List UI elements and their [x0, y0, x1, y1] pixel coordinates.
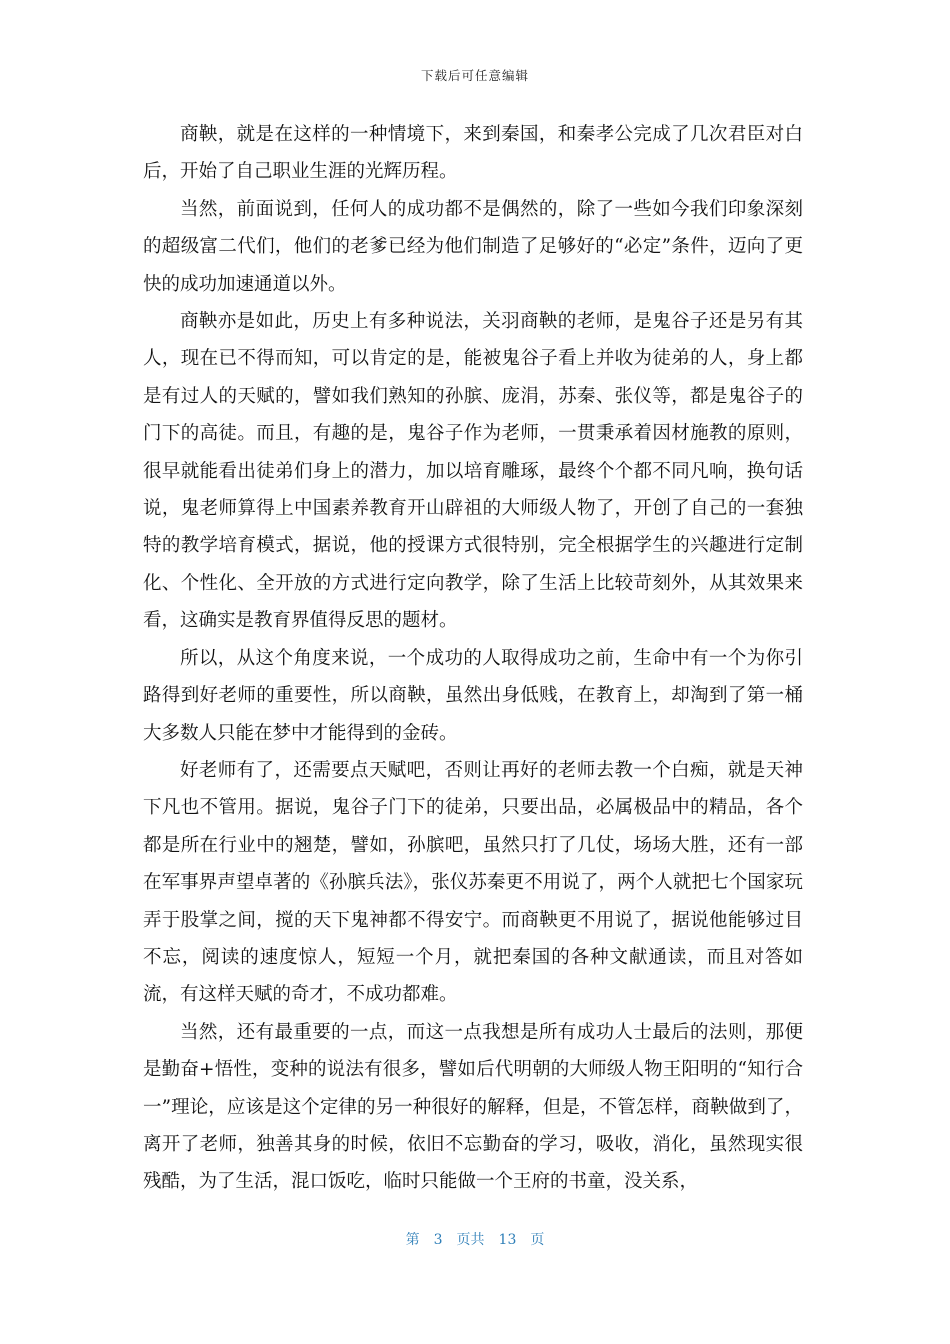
current-page-number: 3 [433, 1232, 443, 1248]
page-footer [0, 1229, 950, 1249]
total-pages-number: 13 [498, 1232, 517, 1248]
page-label-prefix: 第 [405, 1232, 420, 1248]
page-label-mid: 页共 [456, 1232, 485, 1248]
page-header: 下载后可任意编辑 [420, 68, 529, 83]
paragraph-2: 当然，前面说到，任何人的成功都不是偶然的，除了一些如今我们印象深刻的超级富二代们，他们的老爹已经为他们制造了足够好的“必定”条件，迈向了更快的成功加速通道以外。 [143, 198, 803, 295]
paragraph-6: 当然，还有最重要的一点，而这一点我想是所有成功人士最后的法则，那便是勤奋+悟性，变种的说法有很多，譬如后代明朝的大师级人物王阳明的“知行合一”理论，应该是这个定律的另一种很好的解释，但是，不管怎样，商鞅做到了，离开了老师，独善其身的时候，依旧不忘勤奋的学习，吸收，消化，虽然现实很残酷，为了生活，混口饭吃，临时只能做一个王府的书童，没关系， [143, 1021, 803, 1193]
page-label-suffix: 页 [530, 1232, 545, 1248]
paragraph-1: 商鞅，就是在这样的一种情境下，来到秦国，和秦孝公完成了几次君臣对白后，开始了自己职业生涯的光辉历程。 [143, 124, 803, 183]
paragraph-4: 所以，从这个角度来说，一个成功的人取得成功之前，生命中有一个为你引路得到好老师的重要性，所以商鞅，虽然出身低贱，在教育上，却淘到了第一桶大多数人只能在梦中才能得到的金砖。 [143, 647, 803, 744]
paragraph-3: 商鞅亦是如此，历史上有多种说法，关羽商鞅的老师，是鬼谷子还是另有其人，现在已不得而知，可以肯定的是，能被鬼谷子看上并收为徒弟的人，身上都是有过人的天赋的，譬如我们熟知的孙膑、庞涓，苏秦、张仪等，都是鬼谷子的门下的高徒。而且，有趣的是，鬼谷子作为老师，一贯秉承着因材施教的原则，很早就能看出徒弟们身上的潜力，加以培育雕琢，最终个个都不同凡响，换句话说，鬼老师算得上中国素养教育开山辟祖的大师级人物了，开创了自己的一套独特的教学培育模式，据说，他的授课方式很特别，完全根据学生的兴趣进行定制化、个性化、全开放的方式进行定向教学，除了生活上比较苛刻外，从其效果来看，这确实是教育界值得反思的题材。 [143, 311, 803, 632]
paragraph-5: 好老师有了，还需要点天赋吧，否则让再好的老师去教一个白痴，就是天神下凡也不管用。据说，鬼谷子门下的徒弟，只要出品，必属极品中的精品，各个都是所在行业中的翘楚，譬如，孙膑吧，虽然只打了几仗，场场大胜，还有一部在军事界声望卓著的《孙膑兵法》，张仪苏秦更不用说了，两个人就把七个国家玩弄于股掌之间，搅的天下鬼神都不得安宁。而商鞅更不用说了，据说他能够过目不忘，阅读的速度惊人，短短一个月，就把秦国的各种文献通读，而且对答如流，有这样天赋的奇才，不成功都难。 [143, 759, 803, 1006]
document-body [143, 116, 803, 1201]
